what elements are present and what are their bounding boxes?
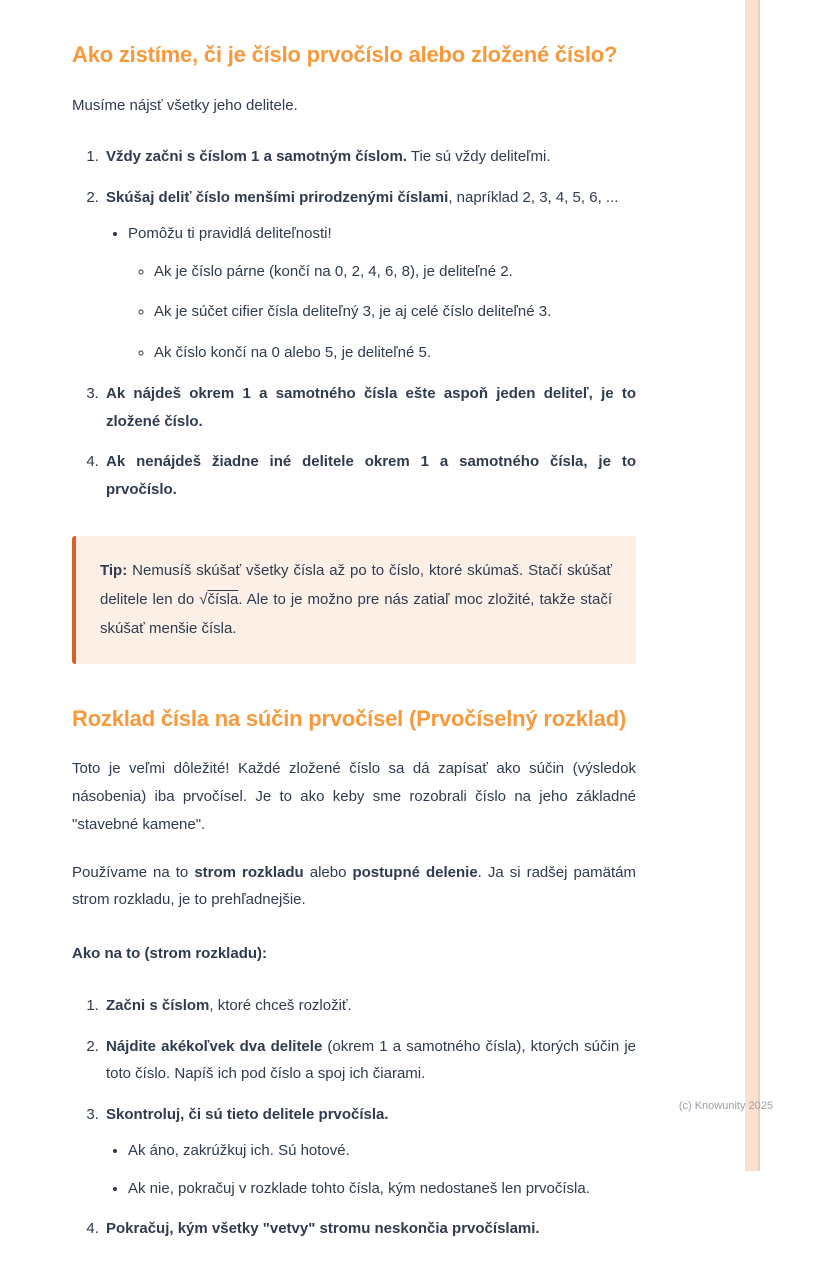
sqrt-symbol: √: [199, 591, 208, 609]
tree-step-1-bold: Začni s číslom: [106, 996, 210, 1014]
step-2-rest: , napríklad 2, 3, 4, 5, 6, ...: [448, 189, 619, 207]
step-3: [103, 380, 636, 436]
page-edge-strip: [745, 0, 760, 1171]
tree-step-2-rest: (okrem 1 a samotného čísla), ktorých súčin je toto číslo. Napíš ich pod číslo a spoj ich čiarami.: [106, 1037, 636, 1083]
step-4-bold: Ak nenájdeš žiadne iné delitele okrem 1 a samotného čísla, je to prvočíslo.: [106, 453, 636, 499]
step-4: [103, 448, 636, 504]
tree-step-3-bullets: [106, 1137, 636, 1203]
tree-step-4: [103, 1215, 636, 1243]
step-3-bold: Ak nájdeš okrem 1 a samotného čísla ešte aspoň jeden deliteľ, je to zložené číslo.: [106, 384, 636, 430]
sqrt-expression: [199, 591, 238, 608]
section2-subheading: Ako na to (strom rozkladu):: [72, 945, 268, 963]
document-page: [72, 40, 636, 1271]
tree-step-1: [103, 992, 636, 1020]
section2-steps-list: [72, 992, 636, 1243]
sqrt-argument: čísla: [207, 591, 239, 609]
tip-callout: [72, 536, 636, 664]
step-1-bold: Vždy začni s číslom 1 a samotným číslom.: [106, 148, 407, 166]
copyright-text: (c) Knowunity 2025: [678, 1100, 773, 1112]
tree-step-4-bold: Pokračuj, kým všetky "vetvy" stromu neskončia prvočíslami.: [106, 1220, 540, 1238]
rule-divisible-by-2: ◦ Ak je číslo párne (končí na 0, 2, 4, 6, 8), je deliteľné 2.: [154, 258, 636, 286]
tip-label: Tip:: [100, 561, 128, 579]
rule-divisible-by-5: ◦ Ak číslo končí na 0 alebo 5, je deliteľné 5.: [154, 339, 636, 367]
tip-text-after: . Ale to je možno pre nás zatiaľ moc zložité, takže stačí skúšať menšie čísla.: [100, 591, 612, 638]
section1-intro: Musíme nájsť všetky jeho delitele.: [72, 96, 298, 114]
section1-title: Ako zistíme, či je číslo prvočíslo alebo zložené číslo?: [72, 42, 618, 67]
divisibility-hint-list: [106, 220, 636, 248]
divisibility-rules-list: [128, 258, 636, 367]
tree-step-2-bold: Nájdite akékoľvek dva delitele: [106, 1037, 323, 1055]
step-2-bold: Skúšaj deliť číslo menšími prirodzenými číslami: [106, 189, 449, 207]
para2-text-1: Používame na to: [72, 863, 195, 881]
step-1: [103, 143, 636, 171]
para2-text-2: alebo: [303, 863, 353, 881]
section1-steps-list: [72, 143, 636, 504]
section2-paragraph-2: [72, 859, 636, 915]
tree-step-1-rest: , ktoré chceš rozložiť.: [209, 996, 352, 1014]
step-2: [103, 184, 636, 367]
tip-text-before: Nemusíš skúšať všetky čísla až po to číslo, ktoré skúmaš. Stačí skúšať delitele len do: [100, 561, 612, 609]
tree-step-3-bold: Skontroluj, či sú tieto delitele prvočísla.: [106, 1106, 389, 1124]
para2-bold-1: strom rozkladu: [194, 863, 304, 881]
bullet-if-no: • Ak nie, pokračuj v rozklade tohto čísla, kým nedostaneš len prvočísla.: [128, 1175, 636, 1203]
step-1-rest: Tie sú vždy deliteľmi.: [406, 148, 551, 166]
para2-bold-2: postupné delenie: [352, 863, 478, 881]
tree-step-3: [103, 1101, 636, 1202]
divisibility-hint-title: • Pomôžu ti pravidlá deliteľnosti!: [128, 220, 636, 248]
section2-title: Rozklad čísla na súčin prvočísel (Prvočíselný rozklad): [72, 705, 627, 731]
tree-step-2: [103, 1033, 636, 1089]
bullet-if-yes: • Ak áno, zakrúžkuj ich. Sú hotové.: [128, 1137, 636, 1165]
rule-divisible-by-3: ◦ Ak je súčet cifier čísla deliteľný 3, je aj celé číslo deliteľné 3.: [154, 298, 636, 326]
para2-text-3: . Ja si radšej pamätám strom rozkladu, je to prehľadnejšie.: [72, 863, 636, 909]
section2-paragraph-1: Toto je veľmi dôležité! Každé zložené číslo sa dá zapísať ako súčin (výsledok násobenia) iba prvočísel. Je to ako keby sme rozobrali číslo na jeho základné "stavebné kamene".: [72, 760, 636, 833]
